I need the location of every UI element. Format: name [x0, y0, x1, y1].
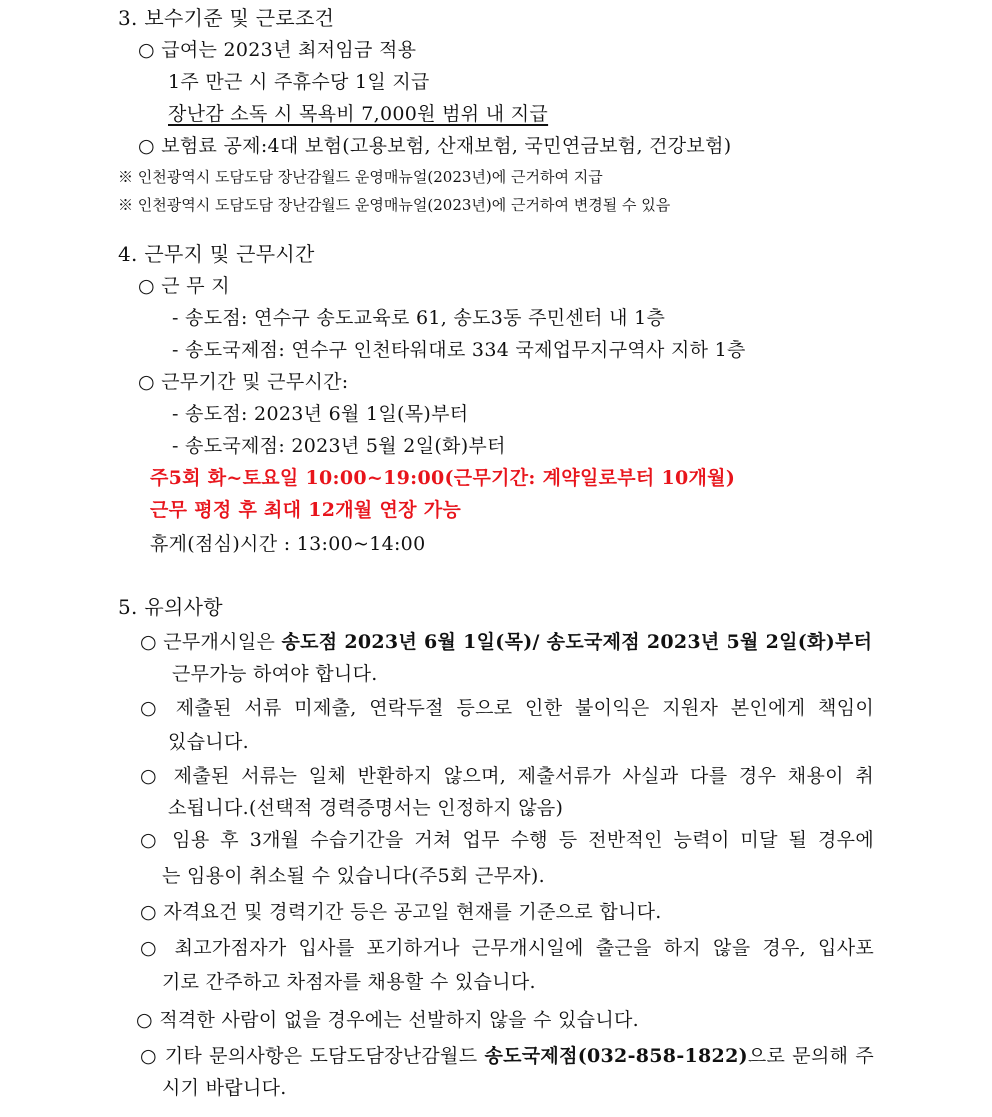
notice-item-2-cont: 있습니다.	[168, 731, 249, 753]
notice-item-6: ○ 최고가점자가 입사를 포기하거나 근무개시일에 출근을 하지 않을 경우, 입사포	[140, 937, 874, 959]
insurance-item: ○ 보험료 공제:4대 보험(고용보험, 산재보험, 국민연금보험, 건강보험)	[138, 135, 732, 157]
notice-item-4-cont: 는 임용이 취소될 수 있습니다(주5회 근무자).	[162, 865, 545, 887]
notice-item-8-suffix: 으로 문의해 주	[747, 1045, 874, 1067]
work-schedule: 주5회 화~토요일 10:00~19:00(근무기간: 계약일로부터 10개월)	[150, 467, 736, 489]
workplace-songdo: - 송도점: 연수구 송도교육로 61, 송도3동 주민센터 내 1층	[172, 307, 666, 329]
notice-item-8-cont: 시기 바랍니다.	[162, 1077, 287, 1099]
work-period-songdo: - 송도점: 2023년 6월 1일(목)부터	[172, 403, 469, 425]
note-2: ※ 인천광역시 도담도담 장난감월드 운영매뉴얼(2023년)에 근거하여 변경될 수 있음	[118, 196, 671, 214]
notice-item-3: ○ 제출된 서류는 일체 반환하지 않으며, 제출서류가 사실과 다를 경우 채용이 취	[140, 765, 874, 787]
notice-item-2: ○ 제출된 서류 미제출, 연락두절 등으로 인한 불이익은 지원자 본인에게 책임이	[140, 697, 874, 719]
notice-item-1-cont: 근무가능 하여야 합니다.	[172, 663, 378, 685]
pay-item-3: 장난감 소독 시 목욕비 7,000원 범위 내 지급	[168, 103, 549, 125]
notice-item-3-cont: 소됩니다.(선택적 경력증명서는 인정하지 않음)	[168, 797, 564, 819]
workplace-title: ○ 근 무 지	[138, 275, 230, 297]
work-period-songdo-intl: - 송도국제점: 2023년 5월 2일(화)부터	[172, 435, 506, 457]
notice-item-5: ○ 자격요건 및 경력기간 등은 공고일 현재를 기준으로 합니다.	[140, 901, 662, 923]
extension-note: 근무 평정 후 최대 12개월 연장 가능	[150, 499, 462, 521]
notice-item-4: ○ 임용 후 3개월 수습기간을 거쳐 업무 수행 등 전반적인 능력이 미달 될 경우에	[140, 829, 874, 851]
break-time: 휴게(점심)시간 : 13:00~14:00	[150, 533, 426, 555]
notice-item-1-prefix: ○ 근무개시일은	[140, 631, 282, 653]
workplace-songdo-intl: - 송도국제점: 연수구 인천타워대로 334 국제업무지구역사 지하 1층	[172, 339, 746, 361]
pay-item-1: ○ 급여는 2023년 최저임금 적용	[138, 39, 417, 61]
notice-item-1	[140, 628, 872, 656]
pay-item-2: 1주 만근 시 주휴수당 1일 지급	[168, 71, 430, 93]
start-dates: 송도점 2023년 6월 1일(목)/ 송도국제점 2023년 5월 2일(화)부터	[281, 631, 873, 653]
notice-item-6-cont: 기로 간주하고 차점자를 채용할 수 있습니다.	[162, 971, 536, 993]
notice-item-8	[140, 1042, 874, 1070]
section-3-heading: 3. 보수기준 및 근로조건	[118, 6, 335, 30]
notice-item-7: ○ 적격한 사람이 없을 경우에는 선발하지 않을 수 있습니다.	[136, 1009, 639, 1031]
contact-info: 송도국제점(032-858-1822)	[484, 1045, 748, 1067]
note-1: ※ 인천광역시 도담도담 장난감월드 운영매뉴얼(2023년)에 근거하여 지급	[118, 168, 603, 186]
section-4-heading: 4. 근무지 및 근무시간	[118, 242, 315, 266]
section-5-heading: 5. 유의사항	[118, 595, 223, 619]
work-period-title: ○ 근무기간 및 근무시간:	[138, 371, 349, 393]
notice-item-8-prefix: ○ 기타 문의사항은 도담도담장난감월드	[140, 1045, 485, 1067]
